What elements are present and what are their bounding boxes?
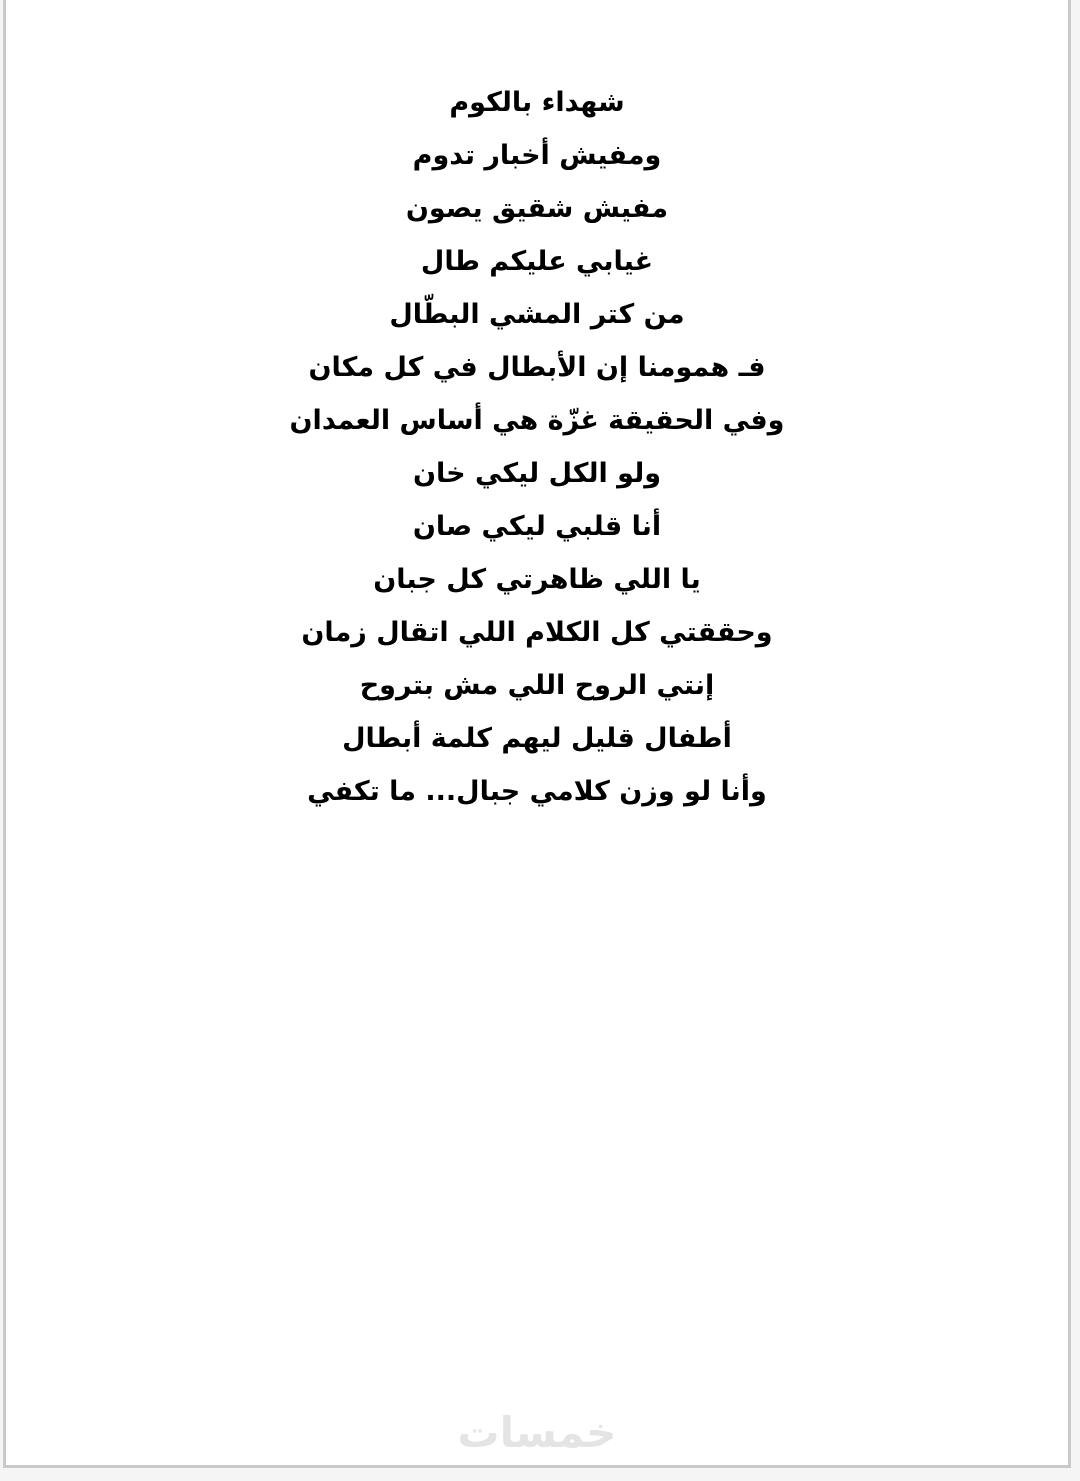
poem-line: ومفيش أخبار تدوم — [412, 140, 662, 171]
poem-line: وأنا لو وزن كلامي جبال... ما تكفي — [307, 776, 767, 807]
poem-line: وحققتي كل الكلام اللي اتقال زمان — [301, 617, 773, 648]
poem-text-block — [6, 0, 1068, 818]
poem-line: فـ همومنا إن الأبطال في كل مكان — [308, 352, 766, 383]
poem-line: إنتي الروح اللي مش بتروح — [359, 670, 715, 701]
poem-line: أطفال قليل ليهم كلمة أبطال — [342, 723, 732, 754]
poem-line: أنا قلبي ليكي صان — [412, 511, 662, 542]
poem-line: وفي الحقيقة غزّة هي أساس العمدان — [289, 405, 785, 436]
poem-line: ولو الكل ليكي خان — [412, 458, 662, 489]
khamsat-watermark: خمسات — [457, 1408, 617, 1457]
poem-line: من كتر المشي البطّال — [389, 299, 685, 330]
poem-line: غيابي عليكم طال — [420, 246, 654, 277]
document-page — [3, 0, 1071, 1468]
poem-line: شهداء بالكوم — [449, 87, 625, 118]
poem-line: مفيش شقيق يصون — [405, 193, 669, 224]
poem-line: يا اللي ظاهرتي كل جبان — [373, 564, 701, 595]
